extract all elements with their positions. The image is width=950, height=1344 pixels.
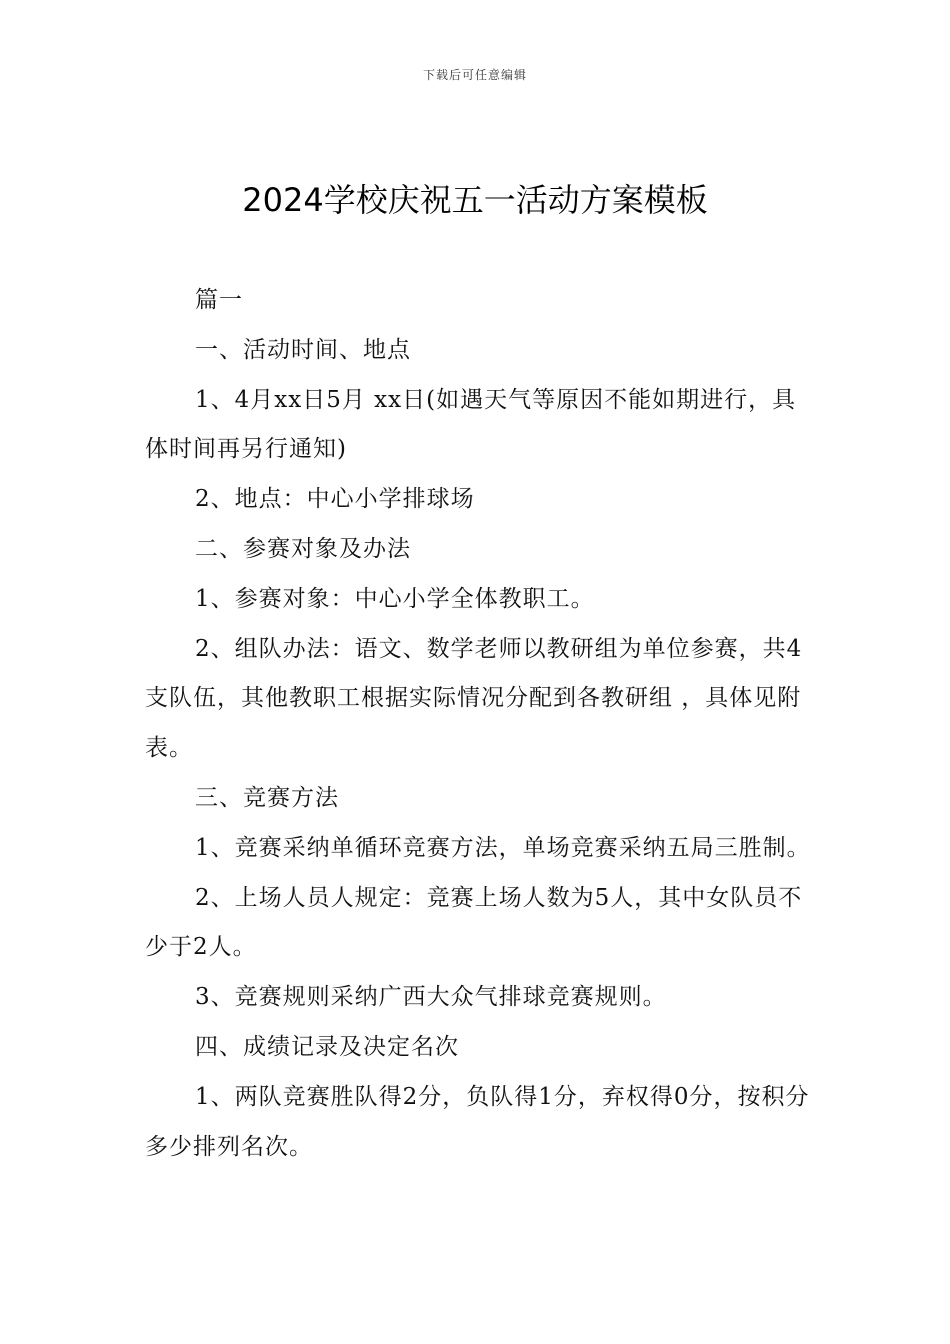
paragraph-heading-participants: 二、参赛对象及办法 xyxy=(195,535,411,562)
document-body xyxy=(145,276,815,1172)
paragraph-heading-competition: 三、竞赛方法 xyxy=(195,784,339,811)
paragraph-participants: 1、参赛对象：中心小学全体教职工。 xyxy=(195,585,595,612)
paragraph-heading-time-place: 一、活动时间、地点 xyxy=(195,336,411,363)
paragraph-rules: 3、竞赛规则采纳广西大众气排球竞赛规则。 xyxy=(195,984,667,1011)
paragraph-section-label: 篇一 xyxy=(195,287,243,313)
paragraph-time: 1、4月xx日5月 xx日(如遇天气等原因不能如期进行，具体时间再另行通知) xyxy=(145,386,797,463)
paragraph-round-robin: 1、竞赛采纳单循环竞赛方法，单场竞赛采纳五局三胜制。 xyxy=(195,834,811,861)
paragraph-place: 2、地点：中心小学排球场 xyxy=(195,486,475,513)
header-note: 下载后可任意编辑 xyxy=(422,68,527,82)
paragraph-players-rule: 2、上场人员人规定：竞赛上场人数为5人，其中女队员不少于2人。 xyxy=(145,884,803,961)
paragraph-scoring: 1、两队竞赛胜队得2分，负队得1分，弃权得0分，按积分多少排列名次。 xyxy=(145,1083,810,1160)
paragraph-team-method: 2、组队办法：语文、数学老师以教研组为单位参赛，共4支队伍，其他教职工根据实际情况分配到各教研组 ，具体见附表。 xyxy=(145,635,803,762)
document-title: 2024学校庆祝五一活动方案模板 xyxy=(242,181,708,219)
paragraph-heading-scoring: 四、成绩记录及决定名次 xyxy=(195,1033,459,1060)
